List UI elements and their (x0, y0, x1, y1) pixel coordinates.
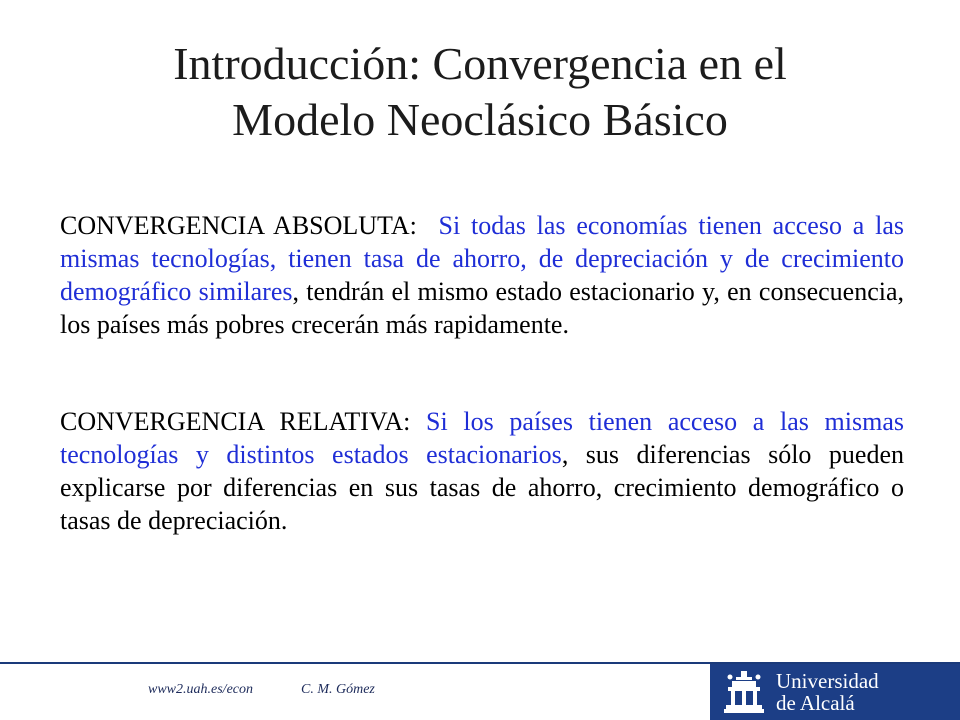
absolute-convergence-rest: , tendrán el mismo estado estacionario y, en consecuencia, los países más pobres crecerán más rapidamente. (60, 277, 904, 339)
absolute-convergence-label: CONVERGENCIA ABSOLUTA: (60, 211, 417, 240)
absolute-convergence-highlight: Si todas las economías tienen acceso a las mismas tecnologías, tienen tasa de ahorro, de depreciación y de crecimiento demográfico similares (60, 211, 904, 306)
relative-convergence-paragraph (60, 405, 904, 537)
footer-info (148, 682, 375, 698)
relative-convergence-rest: , sus diferencias sólo pueden explicarse por diferencias en sus tasas de ahorro, crecimiento demográfico o tasas de depreciación. (60, 440, 905, 535)
slide-title (60, 36, 900, 148)
absolute-convergence-paragraph (60, 209, 904, 341)
university-name-line-1: Universidad (776, 669, 879, 693)
relative-convergence-label: CONVERGENCIA RELATIVA: (60, 407, 411, 436)
slide-title-line-1: Introducción: Convergencia en el (173, 38, 787, 89)
relative-convergence-highlight: Si los países tienen acceso a las mismas tecnologías y distintos estados estacionarios (60, 407, 905, 469)
footer-author: C. M. Gómez (301, 682, 375, 697)
footer-url: www2.uah.es/econ (148, 682, 253, 697)
university-name (776, 670, 879, 714)
university-logo (710, 664, 960, 720)
university-crest-icon (722, 669, 766, 715)
slide-title-line-2: Modelo Neoclásico Básico (232, 94, 728, 145)
university-name-line-2: de Alcalá (776, 691, 855, 715)
